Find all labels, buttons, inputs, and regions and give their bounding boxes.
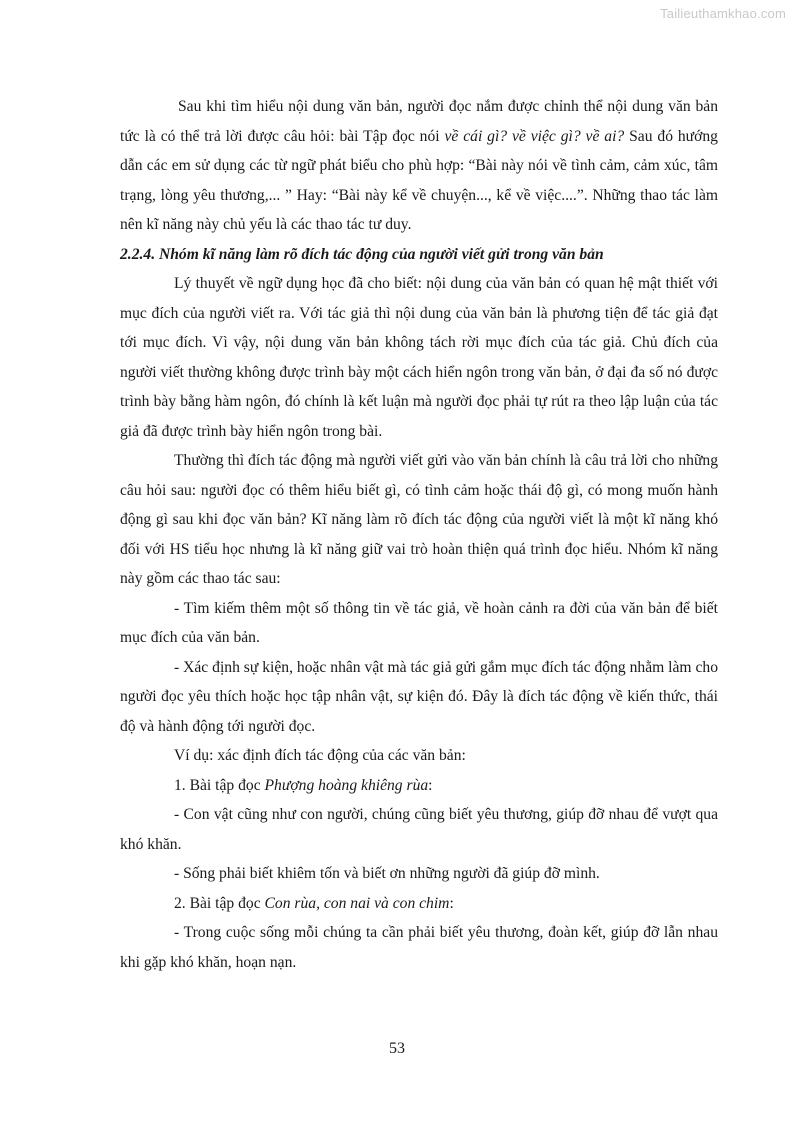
page-number: 53 [389, 1040, 405, 1057]
example-1-point-2: - Sống phải biết khiêm tốn và biết ơn những người đã giúp đỡ mình. [174, 865, 600, 882]
paragraph-1-text-a: Sau khi tìm hiểu nội dung văn bản, người đọc nắm được chỉnh thể nội dung văn bản tức là có thể trả lời được câu hỏi: bài Tập đọc nói [120, 98, 718, 145]
example-1-colon: : [428, 776, 433, 794]
example-2-colon: : [449, 894, 454, 912]
example-1-prefix: 1. Bài tập đọc [174, 776, 265, 794]
example-1-story-title: Phượng hoàng khiêng rùa [264, 776, 429, 794]
example-2-story-title: Con rùa, con nai và con chim [264, 894, 450, 912]
list-item-2: - Xác định sự kiện, hoặc nhân vật mà tác giả gửi gắm mục đích tác động nhằm làm cho người đọc yêu thích hoặc học tập nhân vật, sự kiện đó. Đây là đích tác động về kiến thức, thái độ và hành động tới người đọc. [120, 658, 718, 735]
example-2-prefix: 2. Bài tập đọc [174, 894, 265, 912]
example-2-title [120, 889, 718, 919]
paragraph-2: Lý thuyết về ngữ dụng học đã cho biết: nội dung của văn bản có quan hệ mật thiết với mục đích của người viết ra. Với tác giả thì nội dung của văn bản là phương tiện để tác giả đạt tới mục đích. Vì vậy, nội dung văn bản không tách rời mục đích của tác giả. Chủ đích của người viết thường không được trình bày một cách hiển ngôn trong văn bản, ở đại đa số nó được trình bày bằng hàm ngôn, đó chính là kết luận mà người đọc phải tự rút ra theo lập luận của tác giả đã được trình bày hiển ngôn trong bài. [120, 275, 718, 440]
paragraph-1-text-c: Sau đó hướng dẫn các em sử dụng các từ ngữ phát biểu cho phù hợp: “Bài này nói về tình cảm, cảm xúc, tâm trạng, lòng yêu thương,... ” Hay: “Bài này kể về chuyện..., kể về việc....”. Những thao tác làm nên kĩ năng này chủ yếu là các thao tác tư duy. [120, 127, 718, 233]
example-1-title [120, 771, 718, 801]
document-body [120, 92, 718, 977]
watermark: Tailieuthamkhao.com [660, 6, 786, 21]
example-1-point-1: - Con vật cũng như con người, chúng cũng biết yêu thương, giúp đỡ nhau để vượt qua khó khăn. [120, 806, 718, 853]
paragraph-1-questions: về cái gì? về việc gì? về ai? [444, 127, 625, 145]
paragraph-3: Thường thì đích tác động mà người viết gửi vào văn bản chính là câu trả lời cho những câu hỏi sau: người đọc có thêm hiểu biết gì, có tình cảm hoặc thái độ gì, có mong muốn hành động gì sau khi đọc văn bản? Kĩ năng làm rõ đích tác động của người viết là một kĩ năng khó đối với HS tiểu học nhưng là kĩ năng giữ vai trò hoàn thiện quá trình đọc hiểu. Nhóm kĩ năng này gồm các thao tác sau: [120, 452, 718, 587]
example-2-point-1: - Trong cuộc sống mỗi chúng ta cần phải biết yêu thương, đoàn kết, giúp đỡ lẫn nhau khi gặp khó khăn, hoạn nạn. [120, 924, 718, 971]
section-heading: 2.2.4. Nhóm kĩ năng làm rõ đích tác động của người viết gửi trong văn bản [120, 245, 604, 263]
example-intro: Ví dụ: xác định đích tác động của các văn bản: [174, 747, 466, 764]
list-item-1: - Tìm kiếm thêm một số thông tin về tác giả, về hoàn cảnh ra đời của văn bản để biết mục đích của văn bản. [120, 599, 718, 646]
paragraph-1 [120, 92, 718, 240]
